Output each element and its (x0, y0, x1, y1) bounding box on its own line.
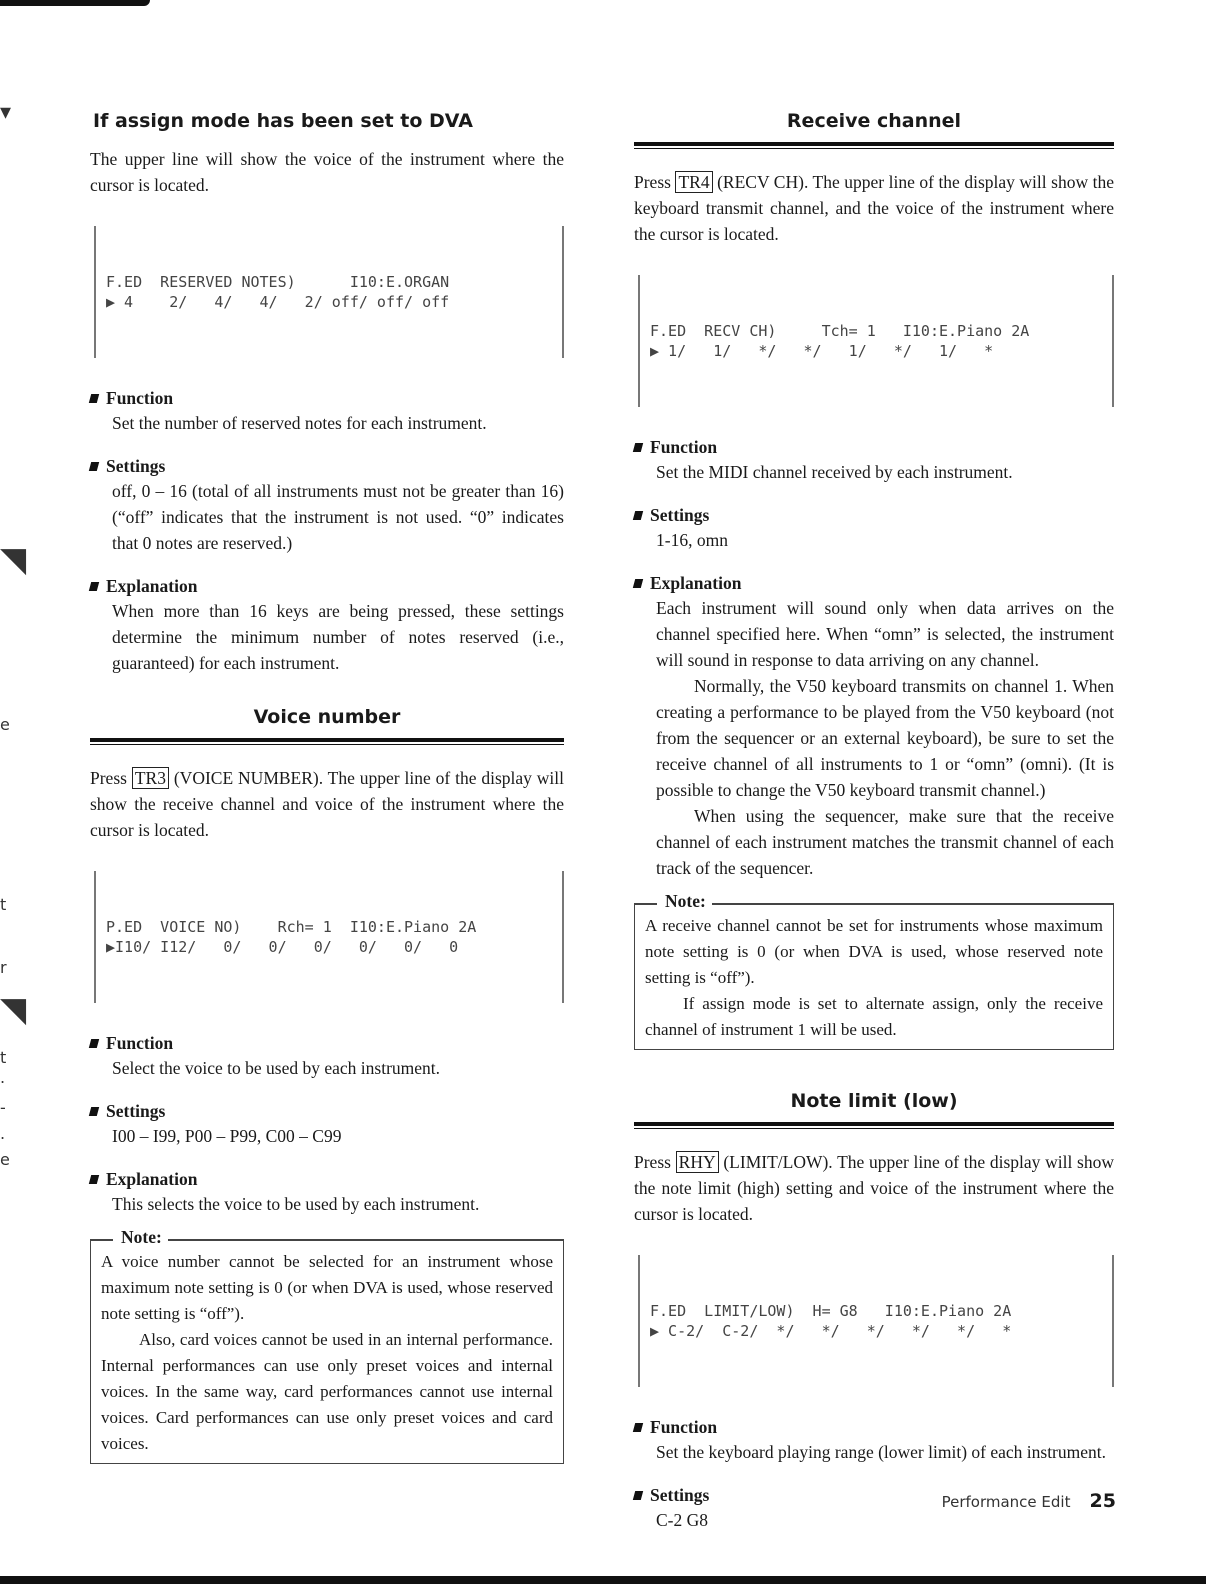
item-text: Set the MIDI channel received by each instrument. (656, 462, 1013, 482)
note-title: Note: (657, 891, 712, 912)
note-text: If assign mode is set to alternate assign, only the receive channel of instrument 1 will be used. (645, 994, 1103, 1039)
note-limit-section (634, 1090, 1114, 1533)
lcd-line-2: ▶ 4 2/ 4/ 4/ 2/ off/ off/ off (106, 293, 450, 311)
item-text: This selects the voice to be used by each instrument. (112, 1194, 480, 1214)
margin-mark: e (0, 1150, 10, 1169)
note-text: A receive channel cannot be set for instruments whose maximum note setting is 0 (or when DVA is used, whose reserved note setting is “off”). (645, 916, 1103, 987)
margin-mark: ◥ (0, 990, 27, 1030)
item-text: When using the sequencer, make sure that the receive channel of each instrument matches the transmit channel of each track of the sequencer. (656, 806, 1114, 878)
item-label: Function (650, 437, 718, 457)
item-text: When more than 16 keys are being pressed, these settings determine the minimum number of notes reserved (i.e., guaranteed) for each instrument. (112, 601, 564, 673)
note-title: Note: (113, 1227, 168, 1248)
page-number: 25 (1089, 1490, 1116, 1512)
margin-mark: e (0, 715, 10, 734)
dva-intro: The upper line will show the voice of the instrument where the cursor is located. (90, 149, 564, 195)
tr4-key: TR4 (675, 171, 712, 193)
lcd-note-limit (638, 1255, 1114, 1387)
bullet-icon (89, 462, 99, 471)
explanation-section (90, 574, 564, 676)
bottom-edge-mark (0, 1576, 1206, 1584)
voice-note-box (90, 1227, 564, 1464)
explanation-section (90, 1167, 564, 1217)
page-footer (942, 1490, 1116, 1512)
function-section (634, 435, 1114, 485)
settings-section (90, 454, 564, 556)
bullet-icon (89, 1175, 99, 1184)
lcd-line-1: P.ED VOICE NO) Rch= 1 I10:E.Piano 2A (106, 918, 477, 936)
note-limit-heading: Note limit (low) (634, 1090, 1114, 1126)
function-section (90, 386, 564, 436)
bullet-icon (633, 443, 643, 452)
lcd-line-1: F.ED RECV CH) Tch= 1 I10:E.Piano 2A (650, 322, 1030, 340)
function-section (90, 1031, 564, 1081)
lcd-line-1: F.ED LIMIT/LOW) H= G8 I10:E.Piano 2A (650, 1302, 1012, 1320)
item-text: Select the voice to be used by each instrument. (112, 1058, 441, 1078)
voice-number-heading: Voice number (90, 706, 564, 742)
bullet-icon (633, 579, 643, 588)
item-text: 1-16, omn (656, 530, 728, 550)
item-text: I00 – I99, P00 – P99, C00 – C99 (112, 1126, 342, 1146)
item-text: Each instrument will sound only when data arrives on the channel specified here. When “omn” is selected, the instrument will sound in response to data arriving on any channel. (656, 598, 1114, 670)
lcd-line-2: ▶I10/ I12/ 0/ 0/ 0/ 0/ 0/ 0 (106, 938, 459, 956)
item-text: C-2 G8 (656, 1510, 709, 1530)
settings-section (634, 503, 1114, 553)
item-label: Explanation (650, 573, 742, 593)
voice-number-section (90, 706, 564, 1464)
bullet-icon (89, 582, 99, 591)
limit-intro: Press RHY (LIMIT/LOW). The upper line of the display will show the note limit (high) setting and voice of the instrument where the cursor is located. (634, 1152, 1115, 1224)
recv-note-box (634, 891, 1114, 1050)
item-text: Set the keyboard playing range (lower limit) of each instrument. (656, 1442, 1107, 1462)
margin-mark: ◥ (0, 540, 27, 580)
bullet-icon (89, 1107, 99, 1116)
function-section (634, 1415, 1114, 1465)
footer-title: Performance Edit (941, 1493, 1071, 1511)
voice-intro: Press TR3 (VOICE NUMBER). The upper line of the display will show the receive channel and voice of the instrument where the cursor is located. (90, 768, 565, 840)
bullet-icon (89, 394, 99, 403)
margin-mark: r (0, 958, 7, 977)
note-text: Also, card voices cannot be used in an internal performance. Internal performances can use only preset voices and internal voices. In the same way, card performances cannot use internal voices. Card performances can use only preset voices and card voices. (101, 1330, 553, 1453)
bullet-icon (89, 1039, 99, 1048)
lcd-receive-channel (638, 275, 1114, 407)
item-label: Function (650, 1417, 718, 1437)
item-label: Function (106, 388, 174, 408)
note-text: A voice number cannot be selected for an instrument whose maximum note setting is 0 (or when DVA is used, whose reserved note setting is “off”). (101, 1252, 553, 1323)
explanation-section (634, 571, 1114, 881)
margin-mark: t (0, 1048, 7, 1067)
item-label: Settings (650, 1485, 710, 1505)
margin-mark: t (0, 895, 7, 914)
lcd-voice-number (94, 871, 564, 1003)
margin-mark: . (0, 1068, 6, 1087)
margin-mark: - (0, 1098, 6, 1117)
item-label: Settings (106, 1101, 166, 1121)
dva-heading: If assign mode has been set to DVA (93, 110, 473, 132)
margin-mark: . (0, 1124, 6, 1143)
top-edge-mark (0, 0, 150, 6)
lcd-line-2: ▶ C-2/ C-2/ */ */ */ */ */ * (650, 1322, 1012, 1340)
item-label: Function (106, 1033, 174, 1053)
item-label: Settings (650, 505, 710, 525)
item-label: Settings (106, 456, 166, 476)
tr3-key: TR3 (132, 767, 169, 789)
item-text: Normally, the V50 keyboard transmits on channel 1. When creating a performance to be played from the V50 keyboard (not from the sequencer or an external keyboard), be sure to set the receive channel of all instruments to 1 or “omn” (omni). (It is possible to change the V50 keyboard transmit channel.) (656, 676, 1114, 800)
rhy-key: RHY (676, 1151, 719, 1173)
item-label: Explanation (106, 576, 198, 596)
settings-section (90, 1099, 564, 1149)
item-text: off, 0 – 16 (total of all instruments must not be greater than 16) (“off” indicates that the instrument is not used. “0” indicates that 0 notes are reserved.) (112, 481, 564, 553)
left-column (90, 110, 564, 1464)
bullet-icon (633, 511, 643, 520)
recv-intro: Press TR4 (RECV CH). The upper line of the display will show the keyboard transmit channel, and the voice of the instrument where the cursor is located. (634, 172, 1114, 244)
lcd-line-1: F.ED RESERVED NOTES) I10:E.ORGAN (106, 273, 450, 291)
bullet-icon (633, 1423, 643, 1432)
margin-mark: ▾ (0, 100, 12, 125)
right-column (634, 110, 1114, 1533)
item-text: Set the number of reserved notes for each instrument. (112, 413, 487, 433)
lcd-reserved-notes (94, 226, 564, 358)
bullet-icon (633, 1491, 643, 1500)
lcd-line-2: ▶ 1/ 1/ */ */ 1/ */ 1/ * (650, 342, 994, 360)
item-label: Explanation (106, 1169, 198, 1189)
receive-channel-heading: Receive channel (634, 110, 1114, 146)
